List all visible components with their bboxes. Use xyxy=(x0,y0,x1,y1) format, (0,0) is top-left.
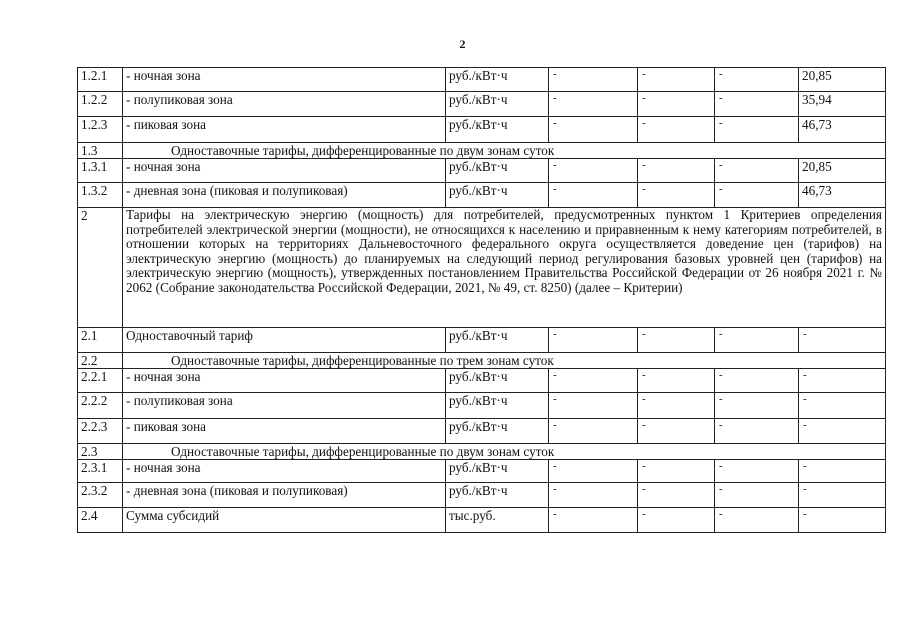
row-name-cell: - дневная зона (пиковая и полупиковая) xyxy=(123,483,446,508)
table-row xyxy=(78,159,886,183)
table-row xyxy=(78,483,886,508)
row-number-cell: 1.2.2 xyxy=(78,92,123,117)
unit-cell: руб./кВт·ч xyxy=(446,68,549,92)
value-cell: - xyxy=(715,92,799,117)
unit-cell: руб./кВт·ч xyxy=(446,393,549,419)
value-cell: - xyxy=(549,328,638,353)
value-cell: - xyxy=(799,460,886,483)
value-cell: - xyxy=(638,159,715,183)
row-number-cell: 2.3 xyxy=(78,444,123,460)
unit-cell: руб./кВт·ч xyxy=(446,419,549,444)
value-cell: - xyxy=(715,460,799,483)
value-cell: - xyxy=(638,92,715,117)
table-row xyxy=(78,393,886,419)
value-cell: - xyxy=(715,393,799,419)
value-cell: - xyxy=(638,117,715,143)
unit-cell: руб./кВт·ч xyxy=(446,483,549,508)
value-cell: - xyxy=(715,483,799,508)
value-cell: - xyxy=(549,419,638,444)
value-cell: - xyxy=(799,328,886,353)
table-row xyxy=(78,183,886,208)
table-body xyxy=(78,68,886,533)
row-name-cell: Одноставочный тариф xyxy=(123,328,446,353)
row-number-cell: 1.3.2 xyxy=(78,183,123,208)
unit-cell: руб./кВт·ч xyxy=(446,460,549,483)
unit-cell: руб./кВт·ч xyxy=(446,369,549,393)
value-cell: - xyxy=(799,483,886,508)
table-row xyxy=(78,143,886,159)
row-name-cell: - ночная зона xyxy=(123,369,446,393)
table-row xyxy=(78,369,886,393)
value-cell: - xyxy=(549,483,638,508)
value-cell: - xyxy=(638,419,715,444)
row-name-cell: - пиковая зона xyxy=(123,419,446,444)
value-cell: - xyxy=(549,508,638,533)
value-cell: - xyxy=(638,68,715,92)
value-cell: - xyxy=(715,328,799,353)
value-cell: 20,85 xyxy=(799,159,886,183)
value-cell: - xyxy=(715,117,799,143)
table-row xyxy=(78,508,886,533)
value-cell: - xyxy=(549,159,638,183)
section-title-cell: Одноставочные тарифы, дифференцированные по трем зонам суток xyxy=(123,353,886,369)
value-cell: - xyxy=(799,419,886,444)
value-cell: - xyxy=(638,508,715,533)
value-cell: 35,94 xyxy=(799,92,886,117)
value-cell: 46,73 xyxy=(799,183,886,208)
value-cell: - xyxy=(638,328,715,353)
page-number: 2 xyxy=(459,37,466,51)
value-cell: 46,73 xyxy=(799,117,886,143)
row-name-cell: - ночная зона xyxy=(123,68,446,92)
value-cell: - xyxy=(715,508,799,533)
value-cell: - xyxy=(799,369,886,393)
value-cell: - xyxy=(638,393,715,419)
unit-cell: тыс.руб. xyxy=(446,508,549,533)
value-cell: - xyxy=(638,183,715,208)
value-cell: - xyxy=(549,183,638,208)
row-number-cell: 2.3.2 xyxy=(78,483,123,508)
value-cell: - xyxy=(549,460,638,483)
tariff-table xyxy=(77,67,886,533)
table-row xyxy=(78,328,886,353)
row-name-cell: - полупиковая зона xyxy=(123,92,446,117)
table-row xyxy=(78,353,886,369)
value-cell: - xyxy=(715,369,799,393)
unit-cell: руб./кВт·ч xyxy=(446,159,549,183)
row-number-cell: 2.2.3 xyxy=(78,419,123,444)
row-number-cell: 2.2 xyxy=(78,353,123,369)
section-title-cell: Одноставочные тарифы, дифференцированные по двум зонам суток xyxy=(123,143,886,159)
row-number-cell: 2.4 xyxy=(78,508,123,533)
row-name-cell: Сумма субсидий xyxy=(123,508,446,533)
section-description-cell: Тарифы на электрическую энергию (мощность) для потребителей, предусмотренных пунктом 1 Критериев определения потребителей электрической энергии (мощности), не относящихся к населению и приравненным к нему категориям потребителей, в отношении которых на территориях Дальневосточного федерального округа осуществляется доведение цен (тарифов) на электрическую энергию (мощность) до планируемых на следующий период регулирования базовых уровней цен (тарифов) на электрическую энергию (мощность), утвержденных постановлением Правительства Российской Федерации от 26 ноября 2021 г. № 2062 (Собрание законодательства Российской Федерации, 2021, № 49, ст. 8250) (далее – Критерии) xyxy=(123,208,886,328)
row-name-cell: - ночная зона xyxy=(123,159,446,183)
value-cell: - xyxy=(715,183,799,208)
value-cell: 20,85 xyxy=(799,68,886,92)
value-cell: - xyxy=(799,508,886,533)
value-cell: - xyxy=(549,68,638,92)
value-cell: - xyxy=(638,483,715,508)
table-row xyxy=(78,419,886,444)
value-cell: - xyxy=(549,92,638,117)
table-row xyxy=(78,92,886,117)
table-row xyxy=(78,208,886,328)
value-cell: - xyxy=(715,419,799,444)
table-row xyxy=(78,68,886,92)
row-number-cell: 2.1 xyxy=(78,328,123,353)
row-number-cell: 1.3.1 xyxy=(78,159,123,183)
row-number-cell: 2 xyxy=(78,208,123,328)
row-name-cell: - полупиковая зона xyxy=(123,393,446,419)
value-cell: - xyxy=(638,369,715,393)
row-number-cell: 2.2.2 xyxy=(78,393,123,419)
unit-cell: руб./кВт·ч xyxy=(446,92,549,117)
row-number-cell: 1.2.1 xyxy=(78,68,123,92)
row-number-cell: 2.2.1 xyxy=(78,369,123,393)
row-name-cell: - пиковая зона xyxy=(123,117,446,143)
row-number-cell: 1.2.3 xyxy=(78,117,123,143)
value-cell: - xyxy=(715,68,799,92)
unit-cell: руб./кВт·ч xyxy=(446,117,549,143)
value-cell: - xyxy=(549,117,638,143)
table-row xyxy=(78,117,886,143)
value-cell: - xyxy=(715,159,799,183)
value-cell: - xyxy=(799,393,886,419)
value-cell: - xyxy=(638,460,715,483)
row-name-cell: - ночная зона xyxy=(123,460,446,483)
value-cell: - xyxy=(549,369,638,393)
section-title-cell: Одноставочные тарифы, дифференцированные по двум зонам суток xyxy=(123,444,886,460)
table-row xyxy=(78,460,886,483)
unit-cell: руб./кВт·ч xyxy=(446,183,549,208)
table-row xyxy=(78,444,886,460)
row-name-cell: - дневная зона (пиковая и полупиковая) xyxy=(123,183,446,208)
unit-cell: руб./кВт·ч xyxy=(446,328,549,353)
value-cell: - xyxy=(549,393,638,419)
row-number-cell: 2.3.1 xyxy=(78,460,123,483)
row-number-cell: 1.3 xyxy=(78,143,123,159)
